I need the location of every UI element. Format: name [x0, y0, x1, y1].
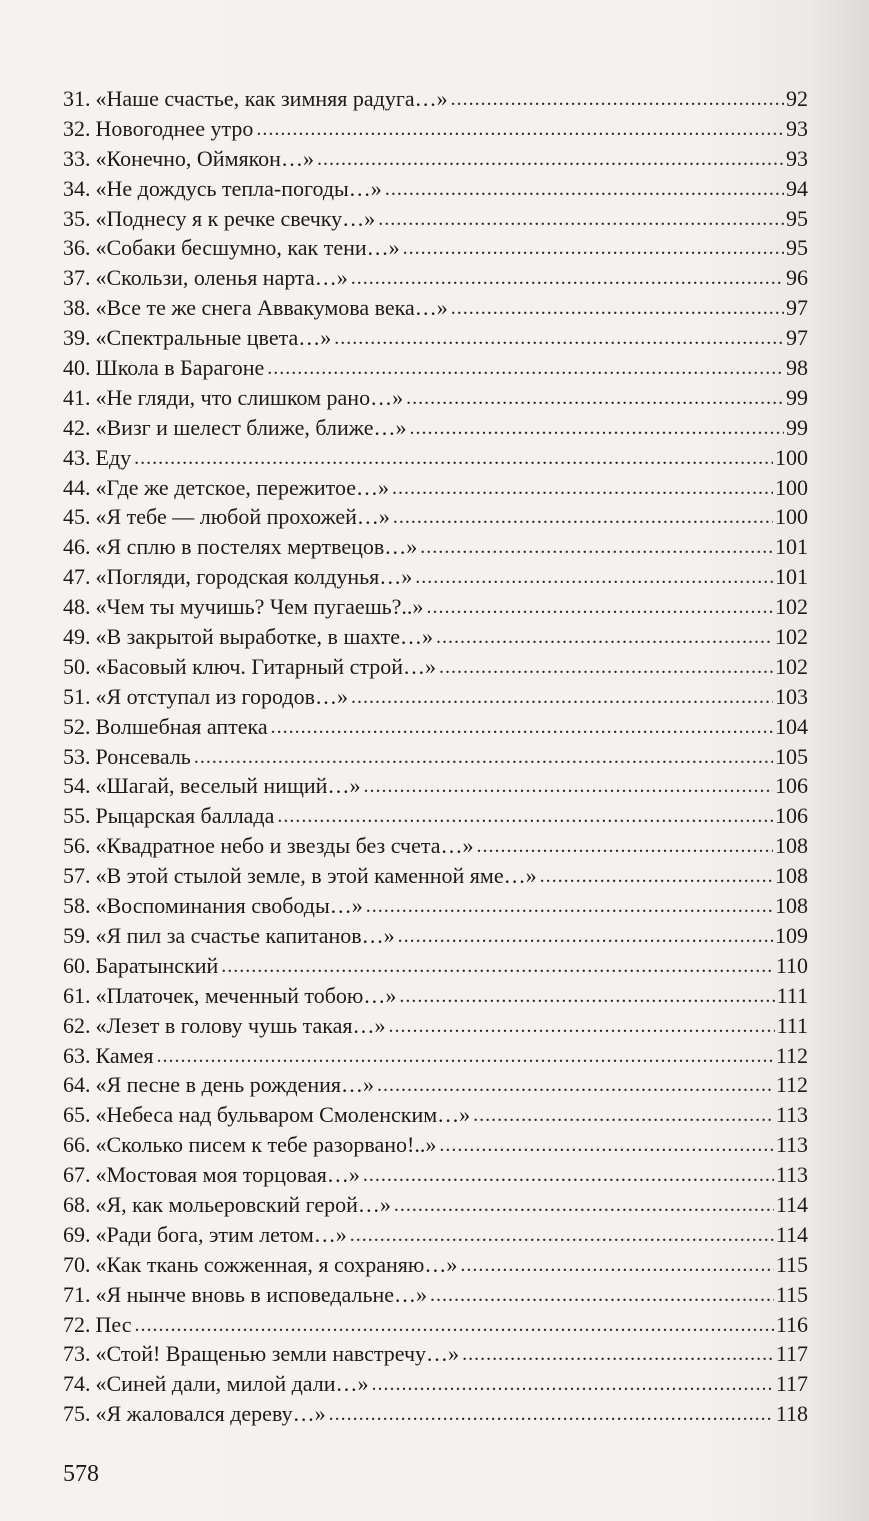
dot-leader — [134, 444, 773, 474]
entry-page-number: 112 — [775, 1072, 808, 1098]
dot-leader — [372, 1370, 774, 1400]
entry-number: 64. — [63, 1072, 91, 1098]
dot-leader — [451, 294, 784, 324]
entry-title: «Лезет в голову чушь такая…» — [95, 1012, 386, 1038]
entry-number: 32. — [63, 115, 91, 141]
toc-entry — [63, 592, 808, 622]
entry-title: «Сколько писем к тебе разорвано!..» — [95, 1132, 437, 1158]
toc-entry — [63, 712, 808, 742]
dot-leader — [477, 832, 773, 862]
entry-title: «Стой! Вращенью земли навстречу…» — [95, 1341, 460, 1367]
dot-leader — [351, 264, 784, 294]
toc-entry — [63, 323, 808, 353]
entry-number: 38. — [63, 295, 91, 321]
entry-page-number: 100 — [775, 504, 808, 530]
toc-entry — [63, 1280, 808, 1310]
entry-page-number: 106 — [775, 773, 808, 799]
entry-page-number: 108 — [775, 833, 808, 859]
entry-number: 43. — [63, 444, 91, 470]
toc-entry — [63, 1310, 808, 1340]
entry-number: 63. — [63, 1042, 91, 1068]
toc-entry — [63, 353, 808, 383]
entry-title: Баратынский — [95, 952, 219, 978]
entry-page-number: 99 — [786, 414, 808, 440]
toc-entry — [63, 801, 808, 831]
toc-entry — [63, 682, 808, 712]
dot-leader — [389, 1012, 775, 1042]
toc-entry — [63, 233, 808, 263]
entry-number: 51. — [63, 683, 91, 709]
entry-number: 70. — [63, 1251, 91, 1277]
entry-number: 53. — [63, 743, 91, 769]
entry-page-number: 104 — [775, 713, 808, 739]
entry-number: 40. — [63, 355, 91, 381]
entry-page-number: 113 — [775, 1132, 808, 1158]
entry-number: 75. — [63, 1401, 91, 1427]
entry-page-number: 102 — [775, 624, 808, 650]
entry-page-number: 117 — [775, 1341, 808, 1367]
dot-leader — [393, 503, 773, 533]
toc-entry — [63, 891, 808, 921]
entry-page-number: 108 — [775, 893, 808, 919]
dot-leader — [377, 1071, 774, 1101]
toc-entry — [63, 174, 808, 204]
entry-title: Новогоднее утро — [95, 115, 254, 141]
entry-page-number: 111 — [776, 1012, 808, 1038]
page-number: 578 — [63, 1461, 99, 1487]
entry-number: 59. — [63, 922, 91, 948]
toc-entry — [63, 742, 808, 772]
entry-number: 69. — [63, 1221, 91, 1247]
dot-leader — [385, 175, 784, 205]
entry-page-number: 109 — [775, 922, 808, 948]
toc-entry — [63, 473, 808, 503]
toc-entry — [63, 1160, 808, 1190]
toc-entry — [63, 84, 808, 114]
entry-number: 49. — [63, 624, 91, 650]
toc-entry — [63, 1399, 808, 1429]
entry-page-number: 108 — [775, 863, 808, 889]
entry-page-number: 99 — [786, 384, 808, 410]
entry-title: Школа в Барагоне — [95, 355, 265, 381]
entry-page-number: 94 — [786, 175, 808, 201]
dot-leader — [473, 1101, 774, 1131]
toc-entry — [63, 383, 808, 413]
toc-entry — [63, 204, 808, 234]
entry-title: «Собаки бесшумно, как тени…» — [95, 235, 400, 261]
dot-leader — [392, 474, 773, 504]
toc-entry — [63, 652, 808, 682]
entry-number: 61. — [63, 982, 91, 1008]
entry-number: 58. — [63, 893, 91, 919]
dot-leader — [271, 713, 773, 743]
dot-leader — [398, 922, 773, 952]
entry-page-number: 100 — [775, 474, 808, 500]
toc-entry — [63, 1011, 808, 1041]
entry-page-number: 96 — [786, 265, 808, 291]
entry-number: 31. — [63, 86, 91, 111]
table-of-contents — [63, 84, 808, 1429]
entry-page-number: 112 — [775, 1042, 808, 1068]
toc-entry — [63, 771, 808, 801]
entry-page-number: 97 — [786, 295, 808, 321]
dot-leader — [363, 772, 773, 802]
toc-entry — [63, 1220, 808, 1250]
dot-leader — [334, 324, 784, 354]
entry-title: «Не гляди, что слишком рано…» — [95, 384, 404, 410]
entry-number: 67. — [63, 1162, 91, 1188]
dot-leader — [378, 205, 784, 235]
toc-entry — [63, 622, 808, 652]
entry-page-number: 115 — [775, 1251, 808, 1277]
entry-title: «Погляди, городская колдунья…» — [95, 564, 413, 590]
entry-title: «Небеса над бульваром Смоленским…» — [95, 1102, 471, 1128]
toc-entry — [63, 861, 808, 891]
entry-title: «Я нынче вновь в исповедальне…» — [95, 1281, 428, 1307]
dot-leader — [134, 1311, 773, 1341]
entry-title: «Воспоминания свободы…» — [95, 893, 363, 919]
dot-leader — [436, 623, 773, 653]
dot-leader — [156, 1042, 773, 1072]
entry-page-number: 116 — [775, 1311, 808, 1337]
dot-leader — [462, 1340, 774, 1370]
toc-entry — [63, 114, 808, 144]
entry-title: «Как ткань сожженная, я сохраняю…» — [95, 1251, 458, 1277]
dot-leader — [540, 862, 773, 892]
dot-leader — [399, 982, 774, 1012]
entry-number: 65. — [63, 1102, 91, 1128]
entry-number: 46. — [63, 534, 91, 560]
entry-number: 33. — [63, 145, 91, 171]
entry-page-number: 95 — [786, 235, 808, 261]
entry-title: «Квадратное небо и звезды без счета…» — [95, 833, 474, 859]
entry-page-number: 113 — [775, 1102, 808, 1128]
entry-title: «Поднесу я к речке свечку…» — [95, 205, 376, 231]
entry-number: 42. — [63, 414, 91, 440]
entry-number: 36. — [63, 235, 91, 261]
entry-title: «Ради бога, этим летом…» — [95, 1221, 347, 1247]
entry-title: Рыцарская баллада — [95, 803, 275, 829]
toc-entry — [63, 1369, 808, 1399]
entry-number: 50. — [63, 653, 91, 679]
entry-title: «Конечно, Оймякон…» — [95, 145, 314, 171]
dot-leader — [403, 234, 784, 264]
entry-title: «Не дождусь тепла-погоды…» — [95, 175, 382, 201]
dot-leader — [267, 354, 784, 384]
dot-leader — [317, 145, 784, 175]
entry-title: «В этой стылой земле, в этой каменной яме…» — [95, 863, 537, 889]
dot-leader — [394, 1191, 774, 1221]
entry-page-number: 102 — [775, 653, 808, 679]
entry-title: «В закрытой выработке, в шахте…» — [95, 624, 433, 650]
entry-title: «Я, как мольеровский герой…» — [95, 1191, 391, 1217]
entry-title: «Шагай, веселый нищий…» — [95, 773, 361, 799]
toc-entry — [63, 1250, 808, 1280]
entry-page-number: 101 — [775, 564, 808, 590]
toc-entry — [63, 413, 808, 443]
entry-number: 52. — [63, 713, 91, 739]
dot-leader — [277, 802, 773, 832]
entry-number: 74. — [63, 1371, 91, 1397]
toc-entry — [63, 443, 808, 473]
entry-number: 41. — [63, 384, 91, 410]
entry-number: 37. — [63, 265, 91, 291]
dot-leader — [363, 1161, 774, 1191]
dot-leader — [351, 683, 773, 713]
entry-page-number: 115 — [775, 1281, 808, 1307]
entry-page-number: 93 — [786, 145, 808, 171]
toc-entry — [63, 1339, 808, 1369]
entry-page-number: 113 — [775, 1162, 808, 1188]
entry-number: 72. — [63, 1311, 91, 1337]
dot-leader — [329, 1400, 774, 1430]
entry-title: Камея — [95, 1042, 154, 1068]
entry-page-number: 93 — [786, 115, 808, 141]
entry-page-number: 100 — [775, 444, 808, 470]
entry-title: «Спектральные цвета…» — [95, 325, 332, 351]
dot-leader — [415, 563, 773, 593]
entry-page-number: 114 — [775, 1191, 808, 1217]
entry-page-number: 101 — [775, 534, 808, 560]
entry-title: «Наше счастье, как зимняя радуга…» — [95, 86, 448, 111]
entry-page-number: 118 — [775, 1401, 808, 1427]
dot-leader — [409, 414, 784, 444]
entry-title: Еду — [95, 444, 132, 470]
entry-page-number: 105 — [775, 743, 808, 769]
entry-page-number: 98 — [786, 355, 808, 381]
dot-leader — [430, 1281, 774, 1311]
entry-title: «Визг и шелест ближе, ближе…» — [95, 414, 407, 440]
entry-number: 34. — [63, 175, 91, 201]
entry-number: 47. — [63, 564, 91, 590]
entry-title: «Я сплю в постелях мертвецов…» — [95, 534, 418, 560]
entry-page-number: 103 — [775, 683, 808, 709]
dot-leader — [451, 85, 784, 115]
entry-page-number: 114 — [775, 1221, 808, 1247]
toc-entry — [63, 263, 808, 293]
toc-entry — [63, 1070, 808, 1100]
entry-title: «Я жаловался дереву…» — [95, 1401, 326, 1427]
dot-leader — [460, 1251, 773, 1281]
entry-number: 71. — [63, 1281, 91, 1307]
entry-number: 73. — [63, 1341, 91, 1367]
toc-entry — [63, 831, 808, 861]
toc-entry — [63, 981, 808, 1011]
entry-title: «Синей дали, милой дали…» — [95, 1371, 369, 1397]
entry-page-number: 106 — [775, 803, 808, 829]
entry-number: 54. — [63, 773, 91, 799]
toc-entry — [63, 951, 808, 981]
toc-entry — [63, 532, 808, 562]
entry-number: 55. — [63, 803, 91, 829]
entry-title: «Я отступал из городов…» — [95, 683, 348, 709]
entry-page-number: 97 — [786, 325, 808, 351]
entry-number: 57. — [63, 863, 91, 889]
entry-number: 39. — [63, 325, 91, 351]
entry-number: 48. — [63, 594, 91, 620]
entry-title: «Все те же снега Аввакумова века…» — [95, 295, 448, 321]
toc-entry — [63, 562, 808, 592]
entry-number: 44. — [63, 474, 91, 500]
entry-number: 62. — [63, 1012, 91, 1038]
toc-entry — [63, 1130, 808, 1160]
dot-leader — [439, 1131, 773, 1161]
toc-entry — [63, 1041, 808, 1071]
entry-page-number: 117 — [775, 1371, 808, 1397]
entry-title: «Я пил за счастье капитанов…» — [95, 922, 395, 948]
entry-page-number: 110 — [775, 952, 808, 978]
dot-leader — [350, 1221, 774, 1251]
toc-entry — [63, 144, 808, 174]
dot-leader — [426, 593, 773, 623]
entry-title: «Мостовая моя торцовая…» — [95, 1162, 360, 1188]
entry-title: «Скользи, оленья нарта…» — [95, 265, 348, 291]
dot-leader — [194, 743, 773, 773]
entry-page-number: 102 — [775, 594, 808, 620]
dot-leader — [439, 653, 773, 683]
entry-page-number: 92 — [786, 86, 808, 111]
entry-title: Ронсеваль — [95, 743, 191, 769]
entry-title: «Где же детское, пережитое…» — [95, 474, 390, 500]
entry-title: «Чем ты мучишь? Чем пугаешь?..» — [95, 594, 424, 620]
toc-entry — [63, 502, 808, 532]
dot-leader — [366, 892, 773, 922]
dot-leader — [420, 533, 773, 563]
dot-leader — [256, 115, 784, 145]
entry-number: 68. — [63, 1191, 91, 1217]
entry-title: «Платочек, меченный тобою…» — [95, 982, 397, 1008]
entry-number: 60. — [63, 952, 91, 978]
toc-entry — [63, 921, 808, 951]
entry-title: Пес — [95, 1311, 132, 1337]
entry-number: 56. — [63, 833, 91, 859]
entry-title: «Я тебе — любой прохожей…» — [95, 504, 390, 530]
dot-leader — [406, 384, 784, 414]
entry-title: «Я песне в день рождения…» — [95, 1072, 374, 1098]
entry-number: 35. — [63, 205, 91, 231]
dot-leader — [221, 952, 774, 982]
entry-page-number: 95 — [786, 205, 808, 231]
toc-entry — [63, 1100, 808, 1130]
toc-entry — [63, 293, 808, 323]
entry-page-number: 111 — [776, 982, 808, 1008]
entry-title: «Басовый ключ. Гитарный строй…» — [95, 653, 436, 679]
toc-entry — [63, 1190, 808, 1220]
entry-number: 66. — [63, 1132, 91, 1158]
entry-title: Волшебная аптека — [95, 713, 268, 739]
entry-number: 45. — [63, 504, 91, 530]
